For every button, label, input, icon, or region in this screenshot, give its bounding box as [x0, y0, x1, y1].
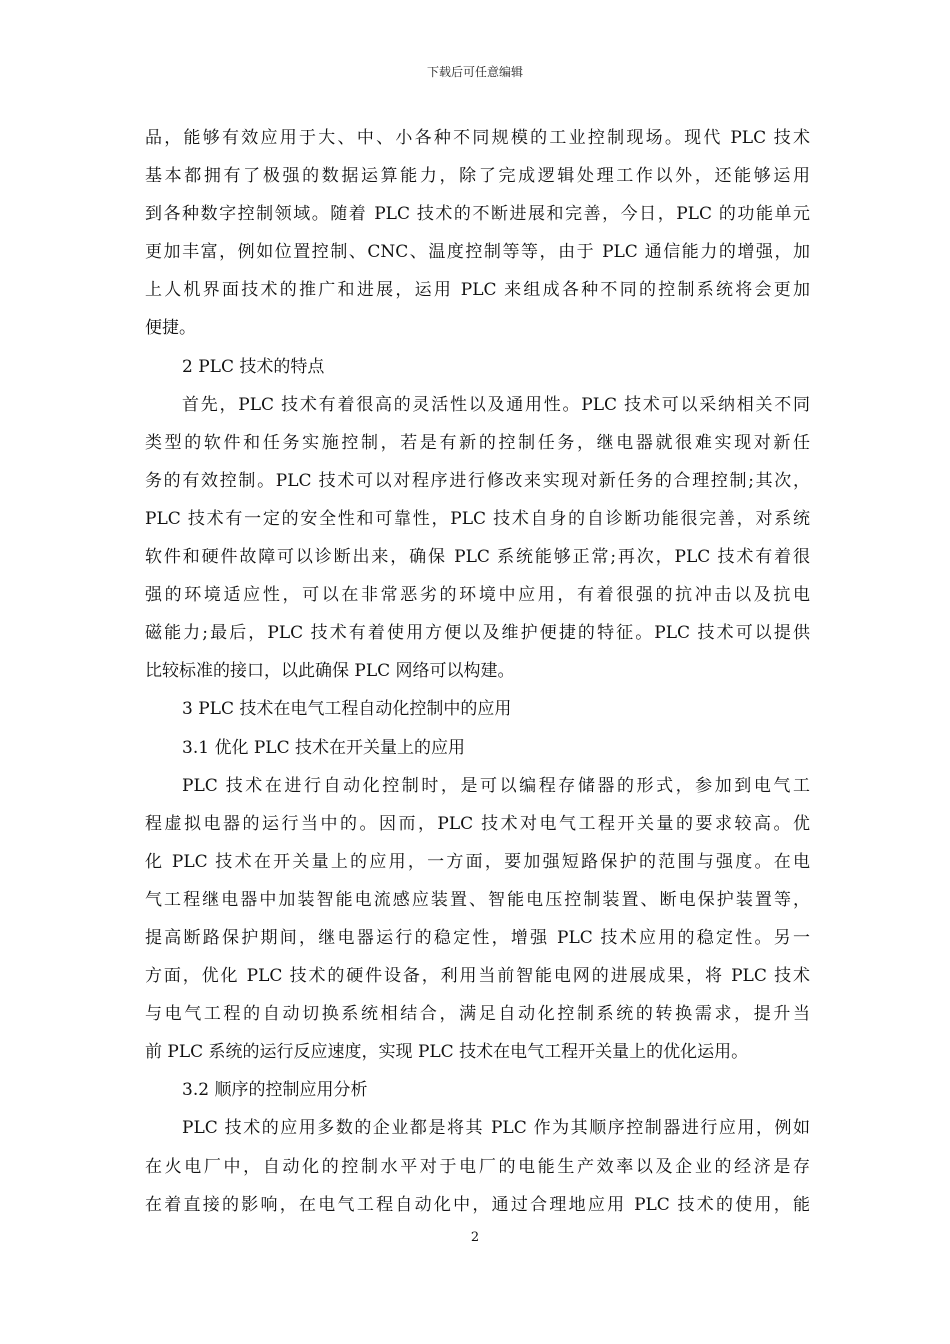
page-header: 下载后可任意编辑 — [426, 65, 523, 79]
text-line: 基本都拥有了极强的数据运算能力，除了完成逻辑处理工作以外，还能够运用 — [145, 166, 810, 187]
text-line: 在着直接的影响，在电气工程自动化中，通过合理地应用 PLC 技术的使用，能 — [145, 1194, 810, 1215]
section-heading: 3 PLC 技术在电气工程自动化控制中的应用 — [182, 699, 512, 720]
text-line: 首先，PLC 技术有着很高的灵活性以及通用性。PLC 技术可以采纳相关不同 — [182, 394, 810, 415]
text-line: 更加丰富，例如位置控制、CNC、温度控制等等，由于 PLC 通信能力的增强，加 — [145, 242, 810, 263]
text-line: 类型的软件和任务实施控制，若是有新的控制任务，继电器就很难实现对新任 — [145, 432, 810, 453]
text-line: 比较标准的接口，以此确保 PLC 网络可以构建。 — [145, 661, 515, 682]
text-line: 上人机界面技术的推广和进展，运用 PLC 来组成各种不同的控制系统将会更加 — [145, 280, 810, 301]
text-line: 强的环境适应性，可以在非常恶劣的环境中应用，有着很强的抗冲击以及抗电 — [145, 585, 810, 606]
document-body — [145, 119, 810, 1224]
text-line: 在火电厂中，自动化的控制水平对于电厂的电能生产效率以及企业的经济是存 — [145, 1156, 810, 1177]
text-line: 品，能够有效应用于大、中、小各种不同规模的工业控制现场。现代 PLC 技术 — [145, 128, 810, 148]
text-line: 提高断路保护期间，继电器运行的稳定性，增强 PLC 技术应用的稳定性。另一 — [145, 927, 810, 948]
subsection-heading: 3.1 优化 PLC 技术在开关量上的应用 — [182, 737, 465, 758]
text-line: 与电气工程的自动切换系统相结合，满足自动化控制系统的转换需求，提升当 — [145, 1004, 810, 1025]
text-line: 方面，优化 PLC 技术的硬件设备，利用当前智能电网的进展成果，将 PLC 技术 — [145, 966, 810, 987]
text-line: PLC 技术的应用多数的企业都是将其 PLC 作为其顺序控制器进行应用，例如 — [182, 1118, 810, 1139]
text-line: 软件和硬件故障可以诊断出来，确保 PLC 系统能够正常;再次，PLC 技术有着很 — [145, 547, 810, 568]
text-line: 到各种数字控制领域。随着 PLC 技术的不断进展和完善，今日，PLC 的功能单元 — [145, 204, 810, 225]
text-line: 磁能力;最后，PLC 技术有着使用方便以及维护便捷的特征。PLC 技术可以提供 — [145, 623, 810, 644]
text-line: PLC 技术有一定的安全性和可靠性，PLC 技术自身的自诊断功能很完善，对系统 — [145, 508, 810, 529]
text-line: 务的有效控制。PLC 技术可以对程序进行修改来实现对新任务的合理控制;其次， — [145, 470, 810, 491]
section-heading: 2 PLC 技术的特点 — [182, 356, 325, 377]
text-line: 气工程继电器中加装智能电流感应装置、智能电压控制装置、断电保护装置等， — [145, 889, 810, 910]
text-line: 前 PLC 系统的运行反应速度，实现 PLC 技术在电气工程开关量上的优化运用。 — [145, 1042, 749, 1063]
page-number: 2 — [470, 1230, 480, 1245]
text-line: PLC 技术在进行自动化控制时，是可以编程存储器的形式，参加到电气工 — [182, 775, 810, 796]
text-line: 程虚拟电器的运行当中的。因而，PLC 技术对电气工程开关量的要求较高。优 — [145, 813, 810, 834]
text-line: 化 PLC 技术在开关量上的应用，一方面，要加强短路保护的范围与强度。在电 — [145, 851, 810, 872]
subsection-heading: 3.2 顺序的控制应用分析 — [182, 1080, 368, 1101]
text-line: 便捷。 — [145, 318, 196, 339]
